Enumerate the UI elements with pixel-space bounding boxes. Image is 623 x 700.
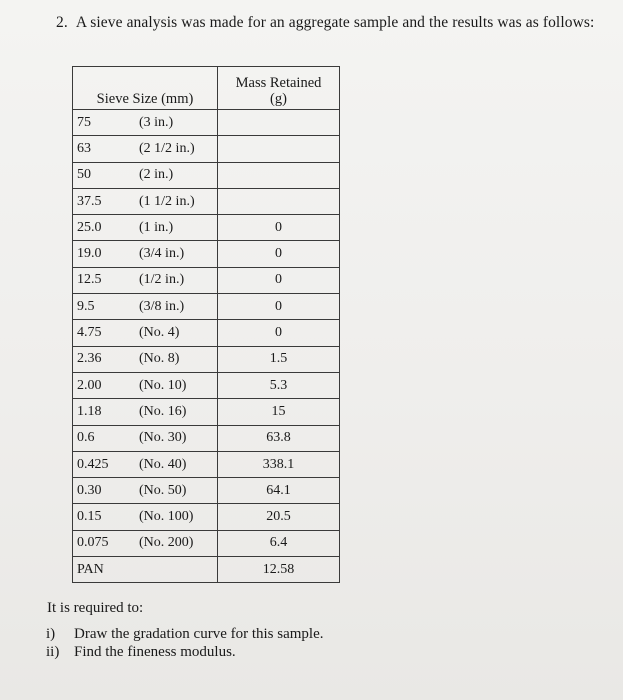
sieve-size-mm: 1.18 <box>77 403 102 419</box>
mass-retained-value: 12.58 <box>262 561 295 577</box>
mass-retained-value: 63.8 <box>266 430 291 446</box>
mass-retained-cell <box>218 215 340 241</box>
table-header-row <box>73 67 340 110</box>
sieve-size-designation: (1/2 in.) <box>139 272 185 288</box>
question-number: 2. <box>56 14 68 31</box>
mass-retained-cell <box>218 267 340 293</box>
table-row <box>73 451 340 477</box>
table-row <box>73 530 340 556</box>
sieve-size-designation: (2 in.) <box>139 167 174 183</box>
sieve-size-designation: (3/4 in.) <box>139 246 185 262</box>
header-mass-unit: (g) <box>270 91 287 107</box>
sieve-size-designation: (1 in.) <box>139 219 174 235</box>
header-sieve-size: Sieve Size (mm) <box>73 67 218 110</box>
sieve-size-cell <box>73 294 218 320</box>
sieve-size-designation: (1 1/2 in.) <box>139 193 195 209</box>
sieve-size-designation: (No. 40) <box>139 456 187 472</box>
question-body: A sieve analysis was made for an aggregate sample and the results was as follows: <box>75 14 595 31</box>
sieve-size-designation: (3/8 in.) <box>139 298 185 314</box>
mass-retained-cell <box>218 399 340 425</box>
table-row <box>73 320 340 346</box>
sieve-size-mm: 19.0 <box>77 246 102 262</box>
sieve-size-designation: (No. 8) <box>139 351 180 367</box>
sieve-size-cell <box>73 372 218 398</box>
mass-retained-cell <box>218 320 340 346</box>
table-row <box>73 188 340 214</box>
mass-retained-value: 1.5 <box>269 351 288 367</box>
sieve-size-designation: (No. 100) <box>139 509 194 525</box>
sieve-size-mm: 0.30 <box>77 482 102 498</box>
sieve-size-mm: PAN <box>77 561 104 577</box>
mass-retained-value: 0 <box>275 246 282 262</box>
table-row <box>73 557 340 583</box>
sieve-size-cell <box>73 188 218 214</box>
mass-retained-value: 338.1 <box>262 456 295 472</box>
sieve-size-mm: 0.075 <box>77 535 109 551</box>
mass-retained-value: 64.1 <box>266 482 291 498</box>
table-row <box>73 478 340 504</box>
sieve-size-mm: 2.36 <box>77 351 102 367</box>
sieve-size-mm: 75 <box>77 114 91 130</box>
mass-retained-cell <box>218 451 340 477</box>
mass-retained-value: 0 <box>275 219 282 235</box>
mass-retained-value: 0 <box>275 325 282 341</box>
sieve-size-designation: (No. 200) <box>139 535 194 551</box>
sieve-size-cell <box>73 530 218 556</box>
sieve-size-mm: 37.5 <box>77 193 102 209</box>
mass-retained-cell <box>218 346 340 372</box>
table-row <box>73 136 340 162</box>
sieve-size-designation: (No. 50) <box>139 482 187 498</box>
table-row <box>73 267 340 293</box>
sieve-size-cell <box>73 346 218 372</box>
table-row <box>73 504 340 530</box>
table-row <box>73 110 340 136</box>
sieve-size-designation: (3 in.) <box>139 114 174 130</box>
sieve-size-mm: 25.0 <box>77 219 102 235</box>
requirements-intro: It is required to: <box>47 600 144 616</box>
mass-retained-cell <box>218 294 340 320</box>
sieve-size-cell <box>73 162 218 188</box>
mass-retained-value: 15 <box>271 403 286 419</box>
requirement-number: ii) <box>46 644 60 660</box>
sieve-size-designation: (No. 30) <box>139 430 187 446</box>
table-row <box>73 294 340 320</box>
mass-retained-cell <box>218 504 340 530</box>
sieve-size-designation: (No. 10) <box>139 377 187 393</box>
sieve-size-cell <box>73 425 218 451</box>
mass-retained-value: 5.3 <box>269 377 288 393</box>
sieve-size-cell <box>73 504 218 530</box>
mass-retained-cell <box>218 136 340 162</box>
mass-retained-cell <box>218 241 340 267</box>
requirement-item <box>46 625 324 643</box>
sieve-size-cell <box>73 478 218 504</box>
table-row <box>73 162 340 188</box>
sieve-size-cell <box>73 557 218 583</box>
mass-retained-cell <box>218 372 340 398</box>
mass-retained-value: 0 <box>275 298 282 314</box>
sieve-size-mm: 63 <box>77 140 91 156</box>
sieve-size-cell <box>73 320 218 346</box>
mass-retained-value: 6.4 <box>269 535 288 551</box>
requirements-list <box>46 625 324 661</box>
sieve-size-cell <box>73 136 218 162</box>
sieve-size-mm: 0.6 <box>77 430 95 446</box>
mass-retained-cell <box>218 188 340 214</box>
mass-retained-value: 0 <box>275 272 282 288</box>
sieve-size-mm: 50 <box>77 167 91 183</box>
mass-retained-cell <box>218 162 340 188</box>
mass-retained-cell <box>218 425 340 451</box>
sieve-size-mm: 4.75 <box>77 325 102 341</box>
sieve-size-mm: 12.5 <box>77 272 102 288</box>
table-row <box>73 399 340 425</box>
sieve-size-mm: 2.00 <box>77 377 102 393</box>
mass-retained-cell <box>218 110 340 136</box>
sieve-size-mm: 9.5 <box>77 298 95 314</box>
sieve-analysis-table <box>72 66 340 583</box>
header-mass-retained <box>218 67 340 110</box>
table-row <box>73 372 340 398</box>
question-text <box>56 14 594 32</box>
sieve-size-mm: 0.425 <box>77 456 109 472</box>
sieve-size-designation: (2 1/2 in.) <box>139 140 195 156</box>
requirement-number: i) <box>46 626 56 642</box>
mass-retained-cell <box>218 557 340 583</box>
sieve-size-designation: (No. 4) <box>139 325 180 341</box>
table-row <box>73 346 340 372</box>
table-row <box>73 215 340 241</box>
mass-retained-cell <box>218 478 340 504</box>
table-body <box>73 110 340 583</box>
sieve-size-cell <box>73 267 218 293</box>
sieve-size-designation: (No. 16) <box>139 403 187 419</box>
requirement-text: Draw the gradation curve for this sample. <box>74 626 324 642</box>
sieve-size-cell <box>73 241 218 267</box>
mass-retained-value: 20.5 <box>266 509 291 525</box>
table-row <box>73 425 340 451</box>
sieve-size-cell <box>73 110 218 136</box>
sieve-size-mm: 0.15 <box>77 509 102 525</box>
table-row <box>73 241 340 267</box>
requirement-text: Find the fineness modulus. <box>74 644 236 660</box>
sieve-size-cell <box>73 215 218 241</box>
requirement-item <box>46 643 324 661</box>
header-mass-line1: Mass Retained <box>235 75 322 91</box>
sieve-size-cell <box>73 451 218 477</box>
sieve-size-cell <box>73 399 218 425</box>
mass-retained-cell <box>218 530 340 556</box>
